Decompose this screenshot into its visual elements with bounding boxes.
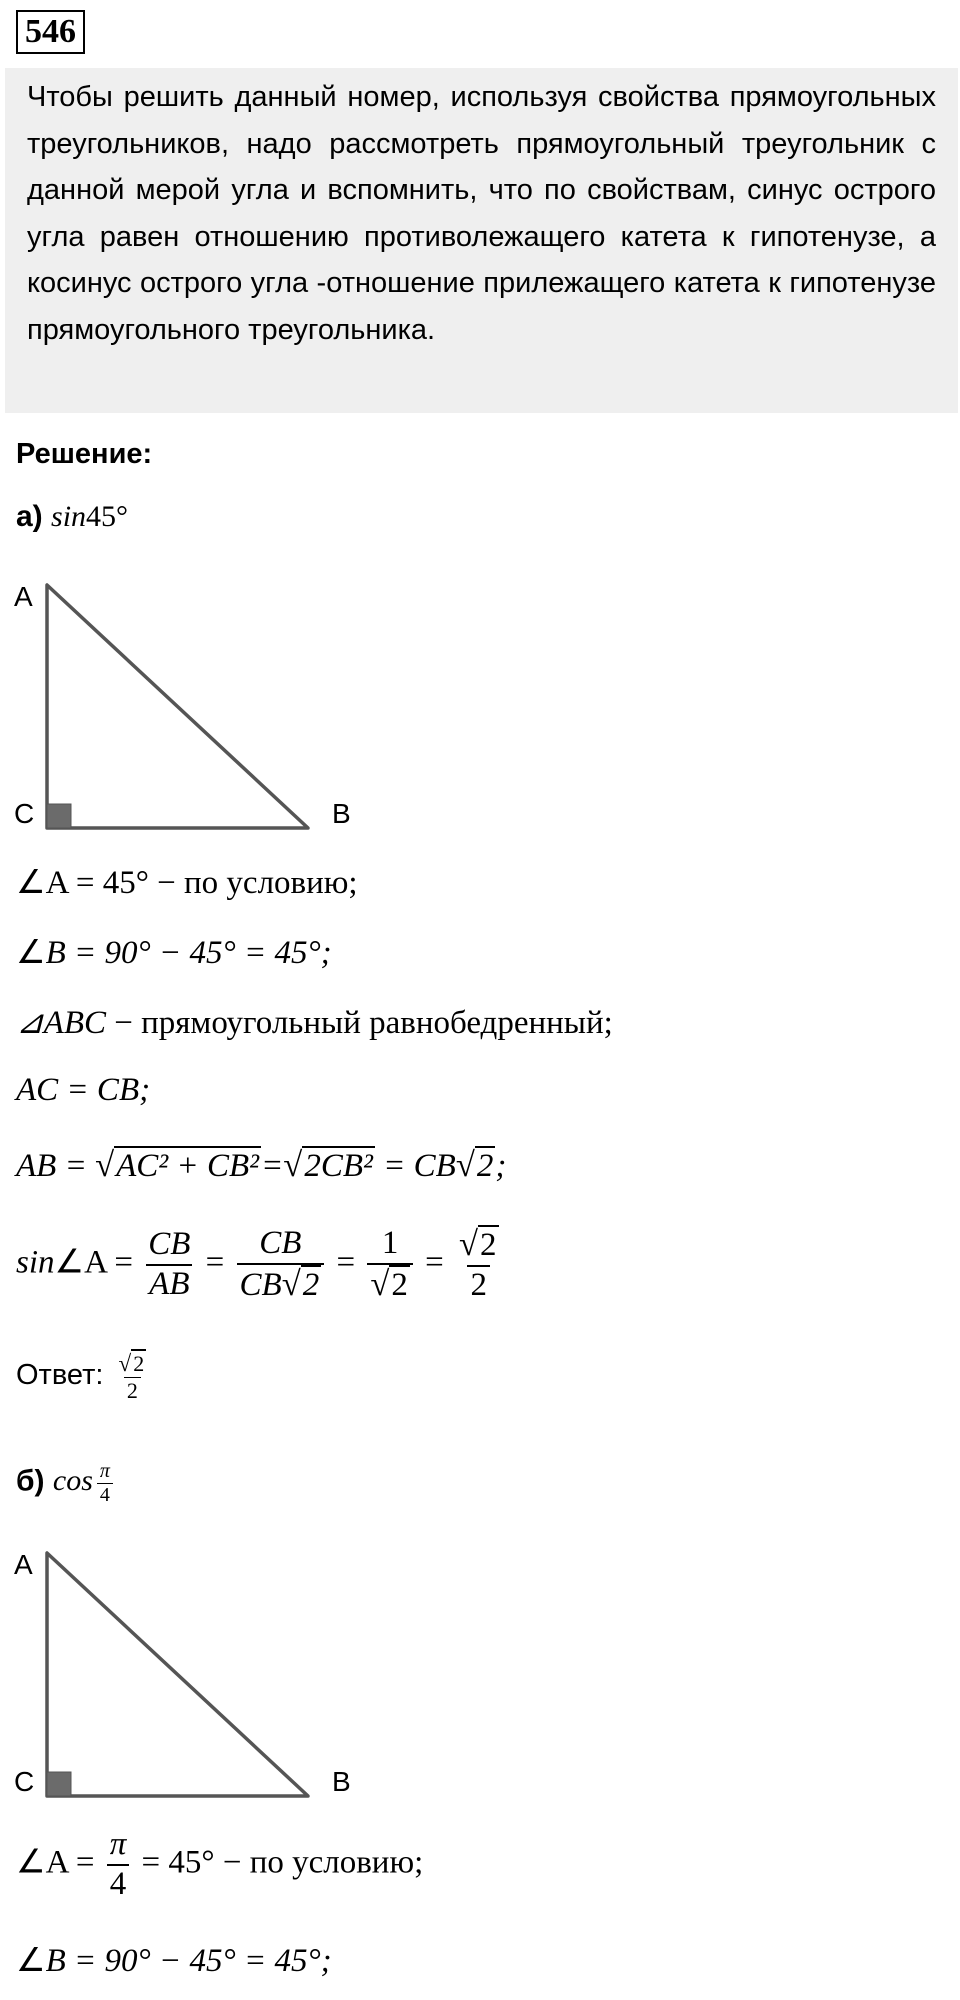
- part-a-title: [16, 500, 128, 534]
- sqrt-1: √AC² + CB²: [95, 1146, 260, 1184]
- vertex-label-c: C: [14, 798, 35, 829]
- vertex-label-c: C: [14, 1766, 35, 1797]
- sqrt-2: √2CB²: [283, 1146, 373, 1184]
- right-angle-marker: [47, 804, 71, 828]
- sqrt-3: √2: [455, 1146, 494, 1184]
- fraction-sqrt2-2: $\frac{√2}{2}$: [458, 1225, 497, 1303]
- math-line-angle-a-b: ∠A = $\frac{\pi}{4}$ = 45° − по условию;: [16, 1826, 424, 1902]
- part-b-expression: cos $\frac{\pi}{4}$: [53, 1464, 117, 1497]
- answer-fraction: $\frac{√2}{2}$: [118, 1350, 145, 1403]
- vertex-label-a: A: [14, 581, 33, 612]
- math-line-angle-b: ∠B = 90° − 45° = 45°;: [16, 935, 332, 971]
- part-a-letter: а): [16, 500, 43, 533]
- triangle-diagram-a: [0, 570, 400, 840]
- right-angle-marker: [47, 1772, 71, 1796]
- math-line-angle-b-b: ∠B = 90° − 45° = 45°;: [16, 1943, 332, 1979]
- math-line-hypotenuse: AB = √AC² + CB²=√2CB² = CB√2;: [16, 1146, 507, 1184]
- fraction-pi-4: $\frac{\pi}{4}$: [97, 1460, 113, 1507]
- fraction-cb-cbsqrt2: $\frac{CB}{CB√2}$: [237, 1225, 325, 1305]
- problem-number: 546: [16, 10, 85, 54]
- fraction-pi-4-line: $\frac{\pi}{4}$: [107, 1826, 130, 1904]
- math-line-ac-cb: AC = CB;: [16, 1072, 151, 1108]
- hint-text: Чтобы решить данный номер, используя свойства прямоугольных треугольников, надо рассмотреть прямоугольный треугольник с данной мерой угла и вспомнить, что по свойствам, синус острого угла равен отношению противолежащего катета к гипотенузе, а косинус острого угла -отношение прилежащего катета к гипотенузе прямоугольного треугольника.: [27, 81, 936, 346]
- triangle-shape: [47, 585, 308, 828]
- math-line-sin-calc: sin∠A = $\frac{CB}{AB}$ = $\frac{CB}{CB√2}$ = $\frac{1}{√2}$ = $\frac{√2}{2}$: [16, 1225, 506, 1305]
- solution-heading: Решение:: [16, 438, 153, 470]
- part-b-letter: б): [16, 1464, 45, 1498]
- fraction-cb-ab: $\frac{CB}{AB}$: [145, 1226, 193, 1304]
- triangle-diagram-b: [0, 1538, 400, 1808]
- math-line-triangle: ⊿ABC − прямоугольный равнобедренный;: [16, 1005, 613, 1041]
- part-a-expression: sin45°: [51, 500, 129, 533]
- vertex-label-a: A: [14, 1549, 33, 1580]
- fraction-1-sqrt2: $\frac{1}{√2}$: [367, 1225, 413, 1305]
- answer-a: Ответ: $\frac{√2}{2}$: [16, 1350, 153, 1403]
- vertex-label-b: B: [332, 1766, 351, 1797]
- triangle-shape: [47, 1553, 308, 1796]
- math-line-angle-a: ∠A = 45° − по условию;: [16, 865, 358, 901]
- hint-box: [5, 68, 958, 413]
- part-b-title: [16, 1460, 117, 1507]
- vertex-label-b: B: [332, 798, 351, 829]
